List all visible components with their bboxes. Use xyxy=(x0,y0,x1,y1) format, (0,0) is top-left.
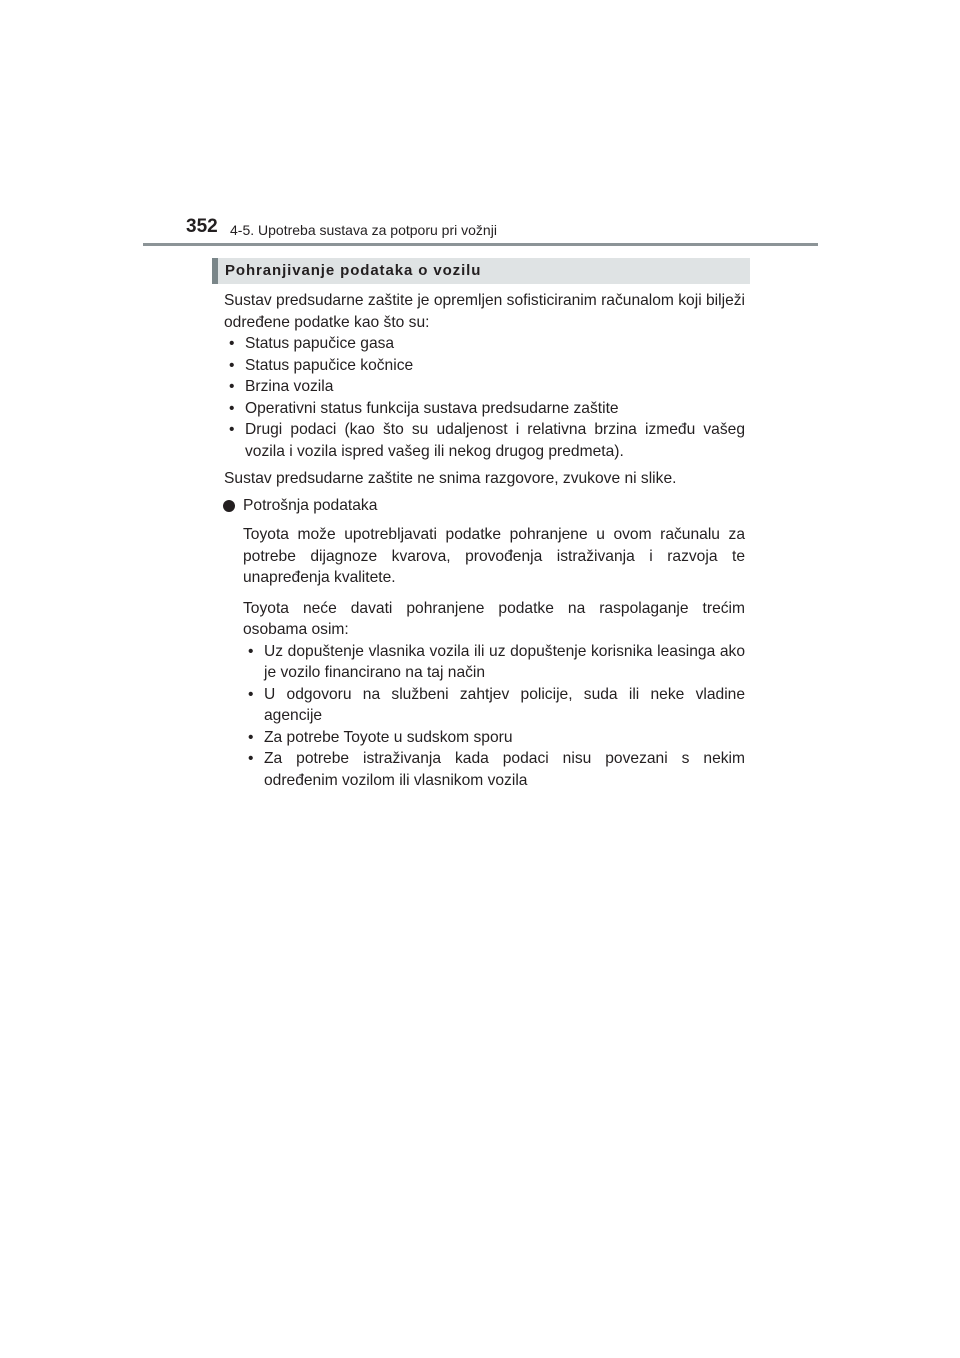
bullet-icon: • xyxy=(229,335,235,352)
list-item: • Status papučice kočnice xyxy=(227,355,745,377)
bullet-icon: • xyxy=(229,378,235,395)
list-item: • Za potrebe Toyote u sudskom sporu xyxy=(246,727,745,749)
intro-paragraph: Sustav predsudarne zaštite je opremljen sofisticiranim računalom koji bilježi određene podatke kao što su: xyxy=(224,292,745,331)
subheading-text: Potrošnja podataka xyxy=(243,496,378,514)
section-header-bar xyxy=(212,258,750,284)
header-rule xyxy=(143,243,818,246)
list-item: • Uz dopuštenje vlasnika vozila ili uz dopuštenje korisnika leasinga ako je vozilo financirano na taj način xyxy=(248,642,745,681)
filled-circle-icon xyxy=(223,500,235,512)
bullet-icon: • xyxy=(229,399,235,417)
list-item: • Operativni status funkcija sustava predsudarne zaštite xyxy=(227,398,745,420)
content xyxy=(224,290,745,791)
list-item: • Status papučice gasa xyxy=(227,333,745,355)
section-bar-accent xyxy=(212,258,218,284)
bullet-icon: • xyxy=(229,356,235,374)
subsection xyxy=(243,524,745,791)
list-item: • Drugi podaci (kao što su udaljenost i relativna brzina između vašeg vozila i vozila ispred vašeg ili nekog drugog predmeta). xyxy=(229,421,745,460)
list-item: • Za potrebe istraživanja kada podaci nisu povezani s nekim određenim vozilom ili vlasnikom vozila xyxy=(248,750,745,789)
bullet-icon: • xyxy=(229,421,235,438)
exceptions-list xyxy=(243,641,745,792)
bullet-icon: • xyxy=(248,685,254,703)
page-number: 352 xyxy=(186,216,218,237)
usage-paragraph: Toyota može upotrebljavati podatke pohranjene u ovom računalu za potrebe dijagnoze kvarova, provođenja istraživanja i razvoja te unapređenja kvalitete. xyxy=(243,526,745,586)
recorded-data-list xyxy=(224,333,745,462)
list-item: • Brzina vozila xyxy=(227,376,745,398)
disclosure-paragraph: Toyota neće davati pohranjene podatke na raspolaganje trećim osobama osim: xyxy=(243,599,745,638)
bullet-icon: • xyxy=(248,750,254,767)
bullet-icon: • xyxy=(248,642,254,660)
bullet-icon: • xyxy=(248,728,254,746)
section-title: Pohranjivanje podataka o vozilu xyxy=(225,262,482,279)
running-head: 4-5. Upotreba sustava za potporu pri vožnji xyxy=(230,222,497,238)
subheading xyxy=(224,495,745,517)
note-paragraph: Sustav predsudarne zaštite ne snima razgovore, zvukove ni slike. xyxy=(224,470,677,487)
list-item: • U odgovoru na službeni zahtjev policije, suda ili neke vladine agencije xyxy=(248,685,745,724)
